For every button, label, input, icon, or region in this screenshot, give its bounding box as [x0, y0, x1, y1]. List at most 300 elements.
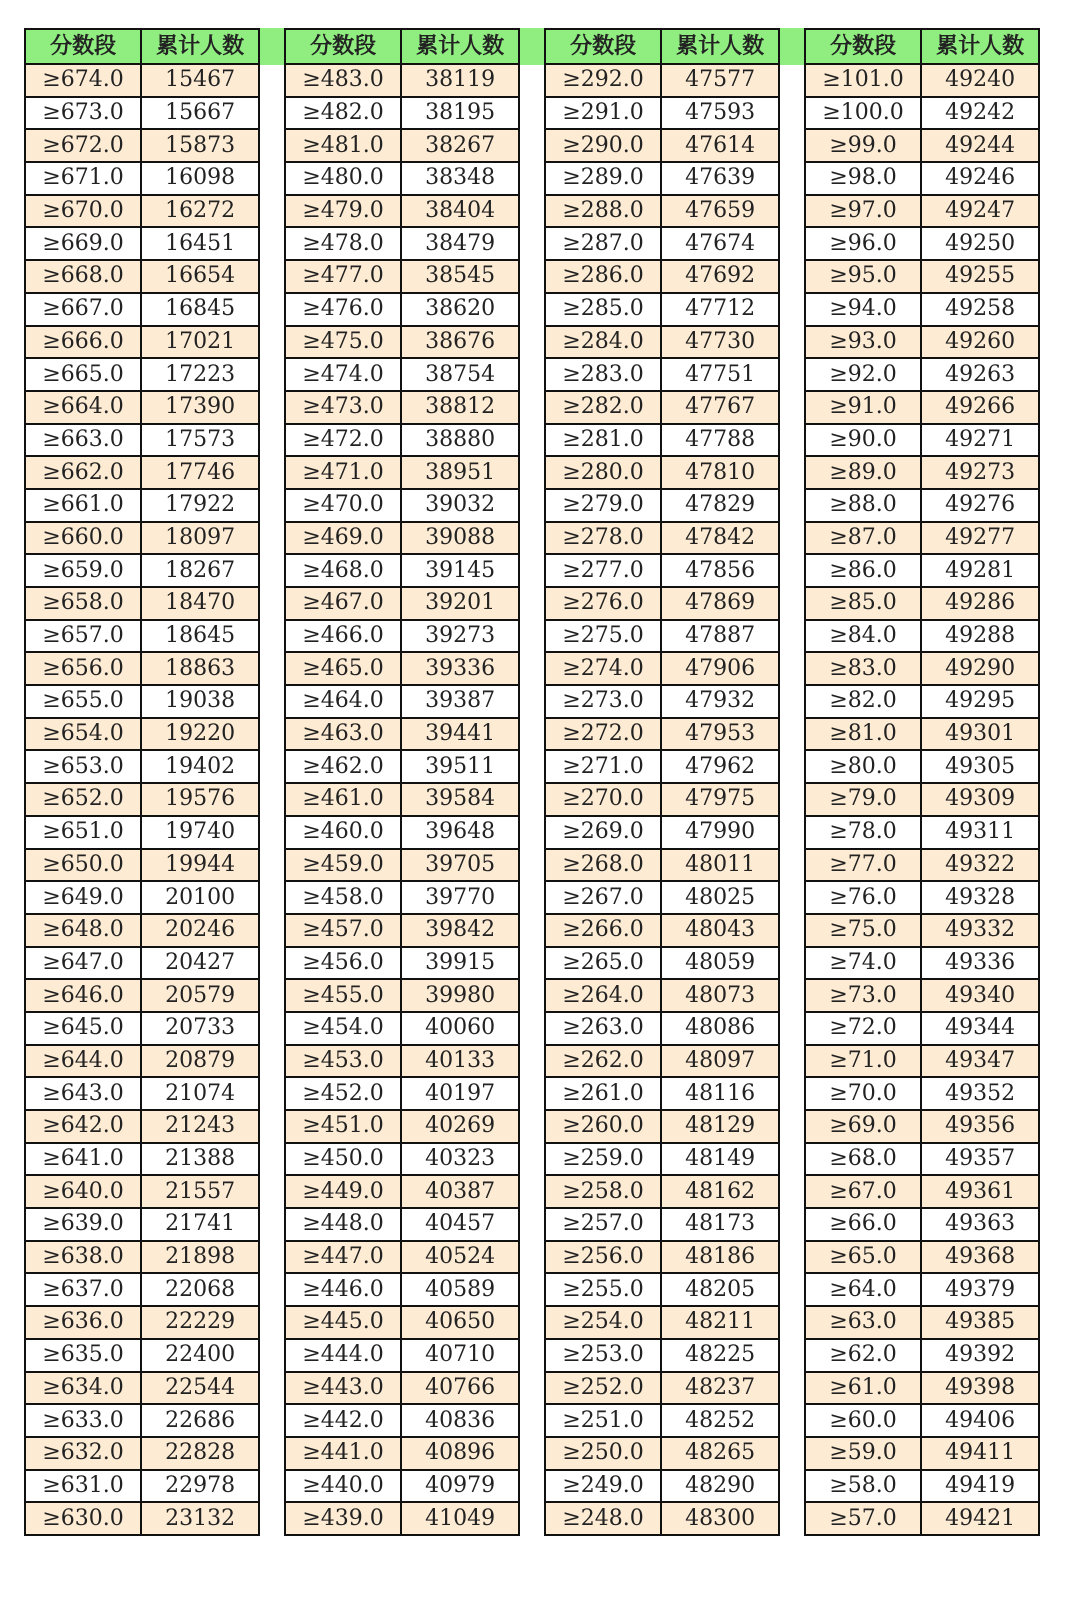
score-cell: ≥262.0 — [545, 1045, 661, 1078]
count-cell: 22400 — [141, 1339, 259, 1372]
table-row — [285, 1012, 519, 1045]
count-cell: 49347 — [921, 1045, 1039, 1078]
count-cell: 48265 — [661, 1437, 779, 1470]
score-cell: ≥78.0 — [805, 816, 921, 849]
count-cell: 16845 — [141, 293, 259, 326]
score-cell: ≥79.0 — [805, 783, 921, 816]
count-cell: 47829 — [661, 489, 779, 522]
count-cell: 22229 — [141, 1306, 259, 1339]
table-row — [25, 326, 259, 359]
count-cell: 49242 — [921, 97, 1039, 130]
count-cell: 39032 — [401, 489, 519, 522]
count-cell: 38348 — [401, 162, 519, 195]
count-cell: 49255 — [921, 260, 1039, 293]
score-cell: ≥476.0 — [285, 293, 401, 326]
table-row — [25, 881, 259, 914]
table-row — [25, 293, 259, 326]
score-cell: ≥98.0 — [805, 162, 921, 195]
score-cell: ≥93.0 — [805, 326, 921, 359]
table-row — [805, 816, 1039, 849]
score-cell: ≥263.0 — [545, 1012, 661, 1045]
table-row — [285, 849, 519, 882]
count-cell: 49379 — [921, 1273, 1039, 1306]
count-cell: 49247 — [921, 195, 1039, 228]
count-cell: 49246 — [921, 162, 1039, 195]
count-cell: 39915 — [401, 947, 519, 980]
score-cell: ≥478.0 — [285, 227, 401, 260]
table-row — [805, 358, 1039, 391]
table-row — [285, 947, 519, 980]
table-row — [545, 750, 779, 783]
count-cell: 49336 — [921, 947, 1039, 980]
score-cell: ≥469.0 — [285, 522, 401, 555]
count-cell: 17922 — [141, 489, 259, 522]
score-cell: ≥483.0 — [285, 64, 401, 97]
table-row — [545, 1404, 779, 1437]
count-cell: 40836 — [401, 1404, 519, 1437]
score-cell: ≥101.0 — [805, 64, 921, 97]
score-cell: ≥466.0 — [285, 620, 401, 653]
count-cell: 21898 — [141, 1241, 259, 1274]
count-cell: 47962 — [661, 750, 779, 783]
count-cell: 48225 — [661, 1339, 779, 1372]
score-table-4 — [804, 28, 1040, 1536]
score-cell: ≥281.0 — [545, 424, 661, 457]
score-cell: ≥89.0 — [805, 456, 921, 489]
table-row — [545, 914, 779, 947]
count-cell: 49419 — [921, 1470, 1039, 1503]
count-cell: 48043 — [661, 914, 779, 947]
score-cell: ≥288.0 — [545, 195, 661, 228]
table-row — [805, 1470, 1039, 1503]
score-cell: ≥59.0 — [805, 1437, 921, 1470]
table-row — [25, 162, 259, 195]
table-row — [805, 1437, 1039, 1470]
score-cell: ≥68.0 — [805, 1143, 921, 1176]
score-cell: ≥646.0 — [25, 979, 141, 1012]
table-row — [285, 1077, 519, 1110]
score-cell: ≥86.0 — [805, 554, 921, 587]
count-cell: 47639 — [661, 162, 779, 195]
table-row — [545, 424, 779, 457]
score-cell: ≥255.0 — [545, 1273, 661, 1306]
count-cell: 39980 — [401, 979, 519, 1012]
table-row — [285, 1045, 519, 1078]
count-cell: 47869 — [661, 587, 779, 620]
score-cell: ≥472.0 — [285, 424, 401, 457]
table-row — [545, 1470, 779, 1503]
score-cell: ≥654.0 — [25, 718, 141, 751]
count-cell: 39387 — [401, 685, 519, 718]
table-row — [805, 718, 1039, 751]
score-cell: ≥279.0 — [545, 489, 661, 522]
header-gap-1 — [259, 28, 285, 65]
table-row — [285, 620, 519, 653]
score-cell: ≥642.0 — [25, 1110, 141, 1143]
table-row — [25, 783, 259, 816]
table-row — [545, 260, 779, 293]
table-row — [25, 1045, 259, 1078]
table-row — [545, 64, 779, 97]
table-row — [545, 326, 779, 359]
table-row — [25, 947, 259, 980]
score-cell: ≥457.0 — [285, 914, 401, 947]
header-row — [805, 29, 1039, 64]
table-row — [805, 849, 1039, 882]
count-cell: 38812 — [401, 391, 519, 424]
table-row — [25, 652, 259, 685]
count-cell: 49273 — [921, 456, 1039, 489]
table-row — [805, 64, 1039, 97]
score-cell: ≥290.0 — [545, 129, 661, 162]
score-cell: ≥666.0 — [25, 326, 141, 359]
count-cell: 49392 — [921, 1339, 1039, 1372]
count-cell: 40197 — [401, 1077, 519, 1110]
count-cell: 48290 — [661, 1470, 779, 1503]
count-cell: 49260 — [921, 326, 1039, 359]
score-cell: ≥76.0 — [805, 881, 921, 914]
count-cell: 49363 — [921, 1208, 1039, 1241]
count-cell: 49385 — [921, 1306, 1039, 1339]
count-cell: 38195 — [401, 97, 519, 130]
table-row — [545, 1077, 779, 1110]
table-row — [805, 97, 1039, 130]
score-table-1 — [24, 28, 260, 1536]
score-cell: ≥70.0 — [805, 1077, 921, 1110]
score-cell: ≥462.0 — [285, 750, 401, 783]
table-row — [25, 1502, 259, 1535]
table-row — [805, 1241, 1039, 1274]
header-row — [285, 29, 519, 64]
count-cell: 40323 — [401, 1143, 519, 1176]
count-cell: 21074 — [141, 1077, 259, 1110]
count-cell: 18267 — [141, 554, 259, 587]
score-cell: ≥91.0 — [805, 391, 921, 424]
score-cell: ≥447.0 — [285, 1241, 401, 1274]
score-cell: ≥632.0 — [25, 1437, 141, 1470]
score-cell: ≥94.0 — [805, 293, 921, 326]
header-gap-2 — [519, 28, 545, 65]
count-cell: 48097 — [661, 1045, 779, 1078]
table-row — [285, 1404, 519, 1437]
score-cell: ≥482.0 — [285, 97, 401, 130]
count-cell: 19038 — [141, 685, 259, 718]
count-cell: 17573 — [141, 424, 259, 457]
count-cell: 48011 — [661, 849, 779, 882]
score-cell: ≥268.0 — [545, 849, 661, 882]
count-cell: 49305 — [921, 750, 1039, 783]
score-cell: ≥440.0 — [285, 1470, 401, 1503]
count-cell: 40133 — [401, 1045, 519, 1078]
score-cell: ≥73.0 — [805, 979, 921, 1012]
count-cell: 49258 — [921, 293, 1039, 326]
count-cell: 49295 — [921, 685, 1039, 718]
score-cell: ≥287.0 — [545, 227, 661, 260]
score-cell: ≥453.0 — [285, 1045, 401, 1078]
count-cell: 49328 — [921, 881, 1039, 914]
table-row — [285, 1110, 519, 1143]
count-cell: 48300 — [661, 1502, 779, 1535]
score-cell: ≥289.0 — [545, 162, 661, 195]
count-cell: 49368 — [921, 1241, 1039, 1274]
count-cell: 49357 — [921, 1143, 1039, 1176]
table-row — [25, 914, 259, 947]
count-cell: 47842 — [661, 522, 779, 555]
count-cell: 47975 — [661, 783, 779, 816]
count-cell: 47730 — [661, 326, 779, 359]
count-cell: 49356 — [921, 1110, 1039, 1143]
score-cell: ≥100.0 — [805, 97, 921, 130]
count-cell: 20246 — [141, 914, 259, 947]
table-row — [545, 293, 779, 326]
table-row — [805, 1045, 1039, 1078]
table-row — [285, 1339, 519, 1372]
table-row — [545, 1502, 779, 1535]
score-cell: ≥652.0 — [25, 783, 141, 816]
table-row — [805, 1208, 1039, 1241]
table-row — [25, 195, 259, 228]
score-cell: ≥92.0 — [805, 358, 921, 391]
count-cell: 39201 — [401, 587, 519, 620]
count-cell: 17390 — [141, 391, 259, 424]
score-cell: ≥669.0 — [25, 227, 141, 260]
table-row — [25, 849, 259, 882]
table-row — [285, 1502, 519, 1535]
score-cell: ≥645.0 — [25, 1012, 141, 1045]
table-row — [285, 587, 519, 620]
count-cell: 47887 — [661, 620, 779, 653]
count-cell: 38545 — [401, 260, 519, 293]
count-cell: 20100 — [141, 881, 259, 914]
count-cell: 48211 — [661, 1306, 779, 1339]
table-row — [545, 1045, 779, 1078]
table-row — [25, 1143, 259, 1176]
count-cell: 15467 — [141, 64, 259, 97]
count-cell: 21388 — [141, 1143, 259, 1176]
table-row — [285, 129, 519, 162]
score-cell: ≥274.0 — [545, 652, 661, 685]
score-cell: ≥474.0 — [285, 358, 401, 391]
count-cell: 49332 — [921, 914, 1039, 947]
count-cell: 40457 — [401, 1208, 519, 1241]
score-cell: ≥254.0 — [545, 1306, 661, 1339]
count-cell: 47614 — [661, 129, 779, 162]
score-table-2 — [284, 28, 520, 1536]
score-cell: ≥88.0 — [805, 489, 921, 522]
table-row — [545, 456, 779, 489]
table-row — [805, 783, 1039, 816]
score-cell: ≥260.0 — [545, 1110, 661, 1143]
table-row — [25, 685, 259, 718]
count-cell: 47577 — [661, 64, 779, 97]
score-cell: ≥442.0 — [285, 1404, 401, 1437]
table-row — [545, 947, 779, 980]
score-cell: ≥656.0 — [25, 652, 141, 685]
count-cell: 22544 — [141, 1372, 259, 1405]
table-row — [25, 1110, 259, 1143]
score-cell: ≥449.0 — [285, 1175, 401, 1208]
table-row — [545, 1143, 779, 1176]
score-cell: ≥465.0 — [285, 652, 401, 685]
count-cell: 48059 — [661, 947, 779, 980]
table-row — [285, 1175, 519, 1208]
count-cell: 48025 — [661, 881, 779, 914]
table-row — [285, 685, 519, 718]
count-cell: 38404 — [401, 195, 519, 228]
count-cell: 49352 — [921, 1077, 1039, 1110]
count-cell: 19740 — [141, 816, 259, 849]
count-cell: 20879 — [141, 1045, 259, 1078]
score-cell: ≥640.0 — [25, 1175, 141, 1208]
count-cell: 48086 — [661, 1012, 779, 1045]
score-cell: ≥90.0 — [805, 424, 921, 457]
score-cell: ≥659.0 — [25, 554, 141, 587]
count-cell: 21557 — [141, 1175, 259, 1208]
table-row — [545, 718, 779, 751]
table-row — [545, 522, 779, 555]
score-cell: ≥82.0 — [805, 685, 921, 718]
score-cell: ≥647.0 — [25, 947, 141, 980]
count-column-header: 累计人数 — [401, 29, 519, 64]
table-row — [285, 326, 519, 359]
table-row — [545, 1241, 779, 1274]
score-cell: ≥635.0 — [25, 1339, 141, 1372]
count-cell: 47932 — [661, 685, 779, 718]
table-row — [25, 1372, 259, 1405]
score-cell: ≥660.0 — [25, 522, 141, 555]
score-cell: ≥57.0 — [805, 1502, 921, 1535]
count-column-header: 累计人数 — [921, 29, 1039, 64]
table-row — [545, 1339, 779, 1372]
table-row — [25, 456, 259, 489]
count-cell: 49344 — [921, 1012, 1039, 1045]
table-row — [25, 587, 259, 620]
score-cell: ≥644.0 — [25, 1045, 141, 1078]
score-cell: ≥458.0 — [285, 881, 401, 914]
score-cell: ≥633.0 — [25, 1404, 141, 1437]
count-cell: 20733 — [141, 1012, 259, 1045]
table-row — [545, 554, 779, 587]
table-row — [545, 129, 779, 162]
score-cell: ≥285.0 — [545, 293, 661, 326]
score-cell: ≥62.0 — [805, 1339, 921, 1372]
count-cell: 15667 — [141, 97, 259, 130]
count-cell: 48129 — [661, 1110, 779, 1143]
table-row — [285, 718, 519, 751]
table-row — [805, 391, 1039, 424]
table-row — [545, 1437, 779, 1470]
table-row — [25, 1077, 259, 1110]
score-cell: ≥257.0 — [545, 1208, 661, 1241]
score-cell: ≥250.0 — [545, 1437, 661, 1470]
score-cell: ≥653.0 — [25, 750, 141, 783]
score-cell: ≥639.0 — [25, 1208, 141, 1241]
score-cell: ≥481.0 — [285, 129, 401, 162]
count-cell: 19576 — [141, 783, 259, 816]
score-cell: ≥471.0 — [285, 456, 401, 489]
count-cell: 49266 — [921, 391, 1039, 424]
score-cell: ≥664.0 — [25, 391, 141, 424]
header-row — [545, 29, 779, 64]
count-column-header: 累计人数 — [141, 29, 259, 64]
score-cell: ≥270.0 — [545, 783, 661, 816]
score-cell: ≥95.0 — [805, 260, 921, 293]
count-cell: 49240 — [921, 64, 1039, 97]
score-cell: ≥87.0 — [805, 522, 921, 555]
table-row — [545, 1372, 779, 1405]
table-row — [285, 1437, 519, 1470]
table-row — [25, 1470, 259, 1503]
table-row — [545, 1012, 779, 1045]
score-cell: ≥456.0 — [285, 947, 401, 980]
table-row — [545, 1306, 779, 1339]
count-cell: 16098 — [141, 162, 259, 195]
score-cell: ≥277.0 — [545, 554, 661, 587]
score-cell: ≥280.0 — [545, 456, 661, 489]
count-cell: 39705 — [401, 849, 519, 882]
score-cell: ≥65.0 — [805, 1241, 921, 1274]
count-cell: 49311 — [921, 816, 1039, 849]
table-row — [545, 1110, 779, 1143]
table-row — [545, 1273, 779, 1306]
score-cell: ≥671.0 — [25, 162, 141, 195]
count-cell: 39145 — [401, 554, 519, 587]
table-row — [545, 1175, 779, 1208]
count-cell: 47906 — [661, 652, 779, 685]
score-cell: ≥99.0 — [805, 129, 921, 162]
table-row — [25, 620, 259, 653]
table-row — [805, 947, 1039, 980]
score-cell: ≥650.0 — [25, 849, 141, 882]
score-cell: ≥67.0 — [805, 1175, 921, 1208]
count-cell: 19402 — [141, 750, 259, 783]
count-cell: 49286 — [921, 587, 1039, 620]
count-cell: 40589 — [401, 1273, 519, 1306]
score-cell: ≥467.0 — [285, 587, 401, 620]
score-cell: ≥452.0 — [285, 1077, 401, 1110]
score-cell: ≥58.0 — [805, 1470, 921, 1503]
table-row — [285, 358, 519, 391]
table-row — [285, 227, 519, 260]
score-cell: ≥264.0 — [545, 979, 661, 1012]
table-row — [545, 685, 779, 718]
count-cell: 49301 — [921, 718, 1039, 751]
table-row — [805, 750, 1039, 783]
count-cell: 16451 — [141, 227, 259, 260]
score-cell: ≥252.0 — [545, 1372, 661, 1405]
count-cell: 40387 — [401, 1175, 519, 1208]
score-cell: ≥273.0 — [545, 685, 661, 718]
table-row — [805, 260, 1039, 293]
count-cell: 47593 — [661, 97, 779, 130]
score-cell: ≥446.0 — [285, 1273, 401, 1306]
score-cell: ≥75.0 — [805, 914, 921, 947]
table-row — [285, 456, 519, 489]
table-row — [545, 620, 779, 653]
count-cell: 39770 — [401, 881, 519, 914]
table-row — [805, 489, 1039, 522]
score-cell: ≥71.0 — [805, 1045, 921, 1078]
table-row — [25, 1306, 259, 1339]
count-cell: 49276 — [921, 489, 1039, 522]
score-cell: ≥460.0 — [285, 816, 401, 849]
count-cell: 49263 — [921, 358, 1039, 391]
count-cell: 40766 — [401, 1372, 519, 1405]
score-cell: ≥634.0 — [25, 1372, 141, 1405]
count-cell: 49406 — [921, 1404, 1039, 1437]
table-row — [25, 358, 259, 391]
score-cell: ≥451.0 — [285, 1110, 401, 1143]
